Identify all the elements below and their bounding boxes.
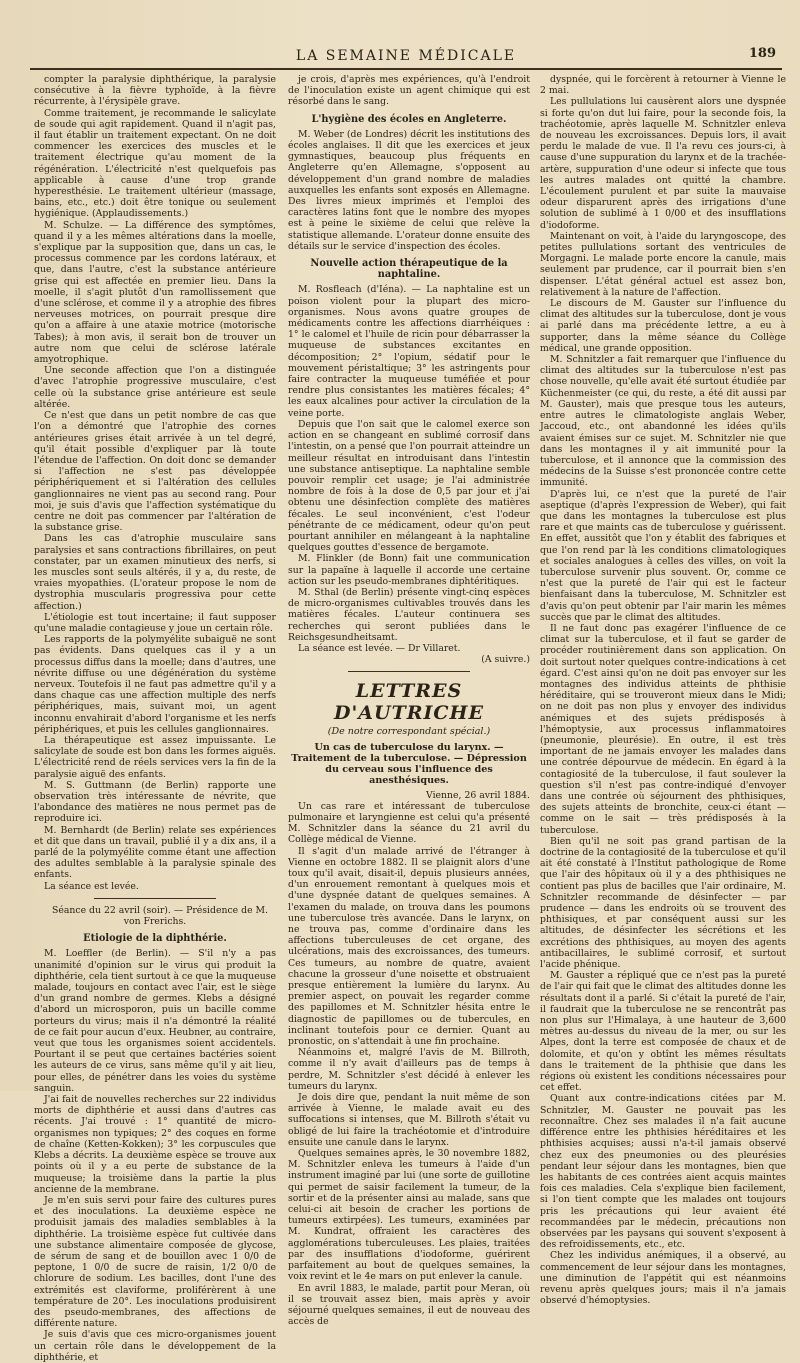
paragraph: M. Sthal (de Berlin) présente vingt-cinq espèces de micro-organismes cultivables trouvés dans les matières fécales. L'auteur continuera ses recherches qui seront publiées dans le Reichsgesundheitsamt. — [288, 586, 530, 643]
paragraph: Ce n'est que dans un petit nombre de cas que l'on a démontré que l'atrophie des cornes antérieures grises était arrivée à un tel degré, qu'il était possible d'expliquer par là toute l'étendue de l'affection. On doit donc se demander si l'affection ne s'est pas développée périphériquement et si l'altération des cellules ganglionnaires ne vient pas au second rang. Pour moi, je suis d'avis que l'affection systématique du centre ne doit pas commencer par l'altération de la substance grise. — [34, 410, 276, 534]
column-1 — [34, 74, 276, 1363]
column-3-paragraphs — [540, 74, 786, 1306]
paragraph: La séance est levée. — [44, 880, 139, 892]
section-heading-hygiene: L'hygiène des écoles en Angleterre. — [311, 113, 507, 125]
column-1-diphtherie-paragraphs — [34, 948, 276, 1363]
paragraph: je crois, d'après mes expériences, qu'à l'endroit de l'inoculation existe un agent chimique qui est résorbé dans le sang. — [288, 74, 530, 108]
divider — [348, 671, 470, 672]
session-heading: Séance du 22 avril (soir). — Présidence de M. von Frerichs. — [51, 904, 269, 928]
paragraph: Comme traitement, je recommande le salicylate de soude qui agit rapidement. Quand il n'agit pas, il faut établir un traitement expectant. On ne doit commencer les exercices des muscles et le traitement électrique qu'au moment de la régénération. L'électricité n'est quelquefois pas applicable à cause d'une trop grande hyperesthésie. Le traitement ultérieur (massage, bains, etc., etc.) doit être tonique ou seulement hygiénique. (Applaudissements.) — [34, 107, 276, 220]
paragraph: Il ne faut donc pas exagérer l'influence de ce climat sur la tuberculose, et il faut se garder de procéder routinièrement dans son application. On doit surtout noter quelques contre-indications à cet égard. C'est ainsi qu'on ne doit pas envoyer sur les montagnes des individus atteints de phthisie héréditaire, qui se trouveront mieux dans le Midi; on ne doit pas non plus y envoyer des individus anémiques et des sujets prédisposés à l'hémoptysie, aux processus inflammatoires (pneumonie, pleurésie). En outre, il est très important de ne jamais envoyer les malades dans une contrée dépourvue de médecin. En égard à la contagiosité de la tuberculose, il faut soulever la question s'il n'est pas contre-indiqué d'envoyer dans une contrée où séjournent des phthisiques, des sujets atteints de bronchite, ceux-ci étant — comme on le sait — très prédisposés à la tuberculose. — [540, 622, 786, 836]
column-2 — [288, 74, 530, 1328]
paragraph: Quelques semaines après, le 30 novembre 1882, M. Schnitzler enleva les tumeurs à l'aide d'un instrument imaginé par lui (une sorte de guillotine qui permet de saisir facilement la tumeur, de la sortir et de la présenter ainsi au malade, sans que celui-ci ait besoin de cracher les portions de tumeurs extirpées). Les tumeurs, examinées par M. Kundrat, offraient les caractères des agglomérations tuberculeuses. Les plaies, traitées par des insufflations d'iodoforme, guérirent parfaitement au bout de quelques semaines, la voix revint et le 4e mars on put enlever la canule. — [288, 1148, 530, 1283]
paragraph: Le discours de M. Gauster sur l'influence du climat des altitudes sur la tuberculose, dont je vous ai parlé dans ma précédente lettre, a eu à supporter, dans la même séance du Collège médical, une grande opposition. — [540, 298, 786, 354]
paragraph: Bien qu'il ne soit pas grand partisan de la doctrine de la contagiosité de la tuberculose et qu'il ait été constaté à l'Institut pathologique de Rome que l'air des hôpitaux où il y a des phthisiques ne contient pas plus de bacilles que l'air ordinaire, M. Schnitzler recommande de désinfecter — par prudence — dans les endroits où se trouvent des phthisiques, et par conséquent aussi sur les altitudes, de désinfecter les sécrétions et les excrétions des phthisiques, au moyen des agents antibacillaires, le sublimé corrosif, et surtout l'acide phénique. — [540, 835, 786, 971]
paragraph: Chez les individus anémiques, il a observé, au commencement de leur séjour dans les montagnes, une diminution de l'appétit qui est néanmoins revenu après quelques jours; mais il n'a jamais observé d'hémoptysies. — [540, 1250, 786, 1307]
a-suivre: (A suivre.) — [481, 654, 530, 666]
lettres-title: LETTRES D'AUTRICHE — [334, 680, 484, 725]
paragraph: Les rapports de la polymyélite subaiguë ne sont pas évidents. Dans quelques cas il y a un processus diffus dans la moelle; dans d'autres, une névrite diffuse ou une dégénération du système nerveux. Toutefois il ne faut pas admettre qu'il y a dans chaque cas une affection multiple des nerfs périphériques, mais, suivant moi, un agent inconnu envahirait d'abord l'organisme et les nerfs périphériques, et puis les cellules ganglionnaires. — [34, 634, 276, 735]
paragraph: M. Schnitzler a fait remarquer que l'influence du climat des altitudes sur la tuberculose n'est pas chose nouvelle, qu'elle avait été surtout étudiée par Küchenmeister (ce qui, du reste, a été dit aussi par M. Gauster), mais que presque tous les auteurs, entre autres le climatologiste anglais Weber, Jaccoud, etc., ont abandonné les idées qu'ils avaient émises sur ce sujet. M. Schnitzler nie que dans les montagnes il y ait immunité pour la tuberculose, et il annonce que la commission des médecins de la Suisse s'est prononcée contre cette immunité. — [540, 354, 786, 489]
lettres-topic: Un cas de tuberculose du larynx. — Traitement de la tuberculose. — Dépression du cerveau sous l'influence des anesthésiques. — [291, 741, 527, 786]
paragraph: Je dois dire que, pendant la nuit même de son arrivée à Vienne, le malade avait eu des suffocations si intenses, que M. Billroth s'était vu obligé de lui faire la trachéotomie et d'introduire ensuite une canule dans le larynx. — [288, 1092, 530, 1148]
paragraph: M. Weber (de Londres) décrit les institutions des écoles anglaises. Il dit que les exercices et jeux gymnastiques, beaucoup plus fréquents en Angleterre qu'en Allemagne, s'opposent au développement d'un grand nombre de maladies auxquelles les enfants sont exposés en Allemagne. Des livres mieux imprimés et l'emploi des caractères latins font que le nombre des myopes est à peine le sixième de celui que relève la statistique allemande. L'orateur donne ensuite des détails sur le service d'inspection des écoles. — [288, 128, 530, 252]
paragraph: M. Schulze. — La différence des symptômes, quand il y a les mêmes altérations dans la moelle, s'explique par la supposition que, dans un cas, le processus commence par les cordons latéraux, et que, dans l'autre, c'est la substance antérieure grise qui est affectée en premier lieu. Dans la moelle, il s'agit plutôt d'un ramollissement que d'une sclérose, et comme il y a atrophie des fibres nerveuses motrices, on pourrait presque dire qu'on a affaire à une ataxie motrice (motorische Tabes); à mon avis, il serait bon de trouver un autre nom que celui de sclérose latérale amyotrophique. — [34, 219, 276, 366]
paragraph: Néanmoins et, malgré l'avis de M. Billroth, comme il n'y avait d'ailleurs pas de temps à perdre, M. Schnitzler s'est décidé à enlever les tumeurs du larynx. — [288, 1047, 530, 1092]
divider — [94, 898, 216, 899]
lettres-subtitle: (De notre correspondant spécial.) — [327, 726, 491, 738]
column-1-paragraphs — [34, 74, 276, 892]
paragraph: M. Loeffler (de Berlin). — S'il n'y a pas unanimité d'opinion sur le virus qui produit la diphthérie, cela tient surtout à ce que la muqueuse malade, toujours en contact avec l'air, est le siège d'un grand nombre de germes. Klebs a désigné d'abord un microsporon, puis un bacille comme porteurs du virus; mais il n'a démontré la réalité de ce fait pour aucun d'eux. Heubner, au contraire, veut que tous les organismes soient accidentels. Pourtant il se peut que certaines bactéries soient les auteurs de ce virus, sans même qu'il y ait lieu, pour elles, de pénétrer dans les voies du système sanguin. — [34, 948, 276, 1094]
paragraph: La séance est levée. — Dr Villaret. — [298, 642, 461, 654]
paragraph: M. S. Guttmann (de Berlin) rapporte une observation très intéressante de névrite, que l'abondance des matières ne nous permet pas de reproduire ici. — [34, 779, 276, 825]
paragraph: Depuis que l'on sait que le calomel exerce son action en se changeant en sublimé corrosif dans l'intestin, on a pensé que l'on pourrait atteindre un meilleur résultat en introduisant dans l'intestin une substance antiseptique. La naphtaline semble pouvoir remplir cet usage; je l'ai administrée nombre de fois à la dose de 0,5 par jour et j'ai obtenu une désinfection complète des matières fécales. Le seul inconvénient, c'est l'odeur pénétrante de ce médicament, odeur qu'on peut pourtant annihiler en mélangeant à la naphtaline quelques gouttes d'essence de bergamote. — [288, 418, 530, 554]
paragraph: compter la paralysie diphthérique, la paralysie consécutive à la fièvre typhoïde, à la fièvre récurrente, à l'érysipèle grave. — [34, 74, 276, 108]
paragraph: Il s'agit d'un malade arrivé de l'étranger à Vienne en octobre 1882. Il se plaignit alors d'une toux qu'il avait, disait-il, depuis plusieurs années, d'un enrouement remontant à quelques mois et d'une dyspnée datant de quelques semaines. A l'examen du malade, on trouva dans les poumons une tuberculose très avancée. Dans le larynx, on ne trouva pas, comme d'ordinaire dans les affections tuberculeuses de cet organe, des ulcérations, mais des excroissances, des tumeurs. Ces tumeurs, au nombre de quatre, avaient chacune la grosseur d'une noisette et obstruaient presque entièrement la lumière du larynx. Au premier aspect, on pouvait les regarder comme des papillomes et M. Schnitzler hésita entre le diagnostic de papillomes ou de tubercules, en inclinant toutefois pour ce dernier. Quant au pronostic, on s'attendait à une fin prochaine. — [288, 845, 530, 1048]
paragraph: J'ai fait de nouvelles recherches sur 22 individus morts de diphthérie et aussi dans d'autres cas récents. J'ai trouvé : 1° quantité de micro-organismes non typiques; 2° des coques en forme de chaîne (Ketten-Kokken); 3° les corpuscules que Klebs a décrits. La deuxième espèce se trouve aux points où il y a eu perte de substance de la muqueuse; la troisième dans la partie la plus ancienne de la membrane. — [34, 1094, 276, 1195]
paragraph: Une seconde affection que l'on a distinguée d'avec l'atrophie progressive musculaire, c'est celle où la substance grise antérieure est seule altérée. — [34, 365, 276, 410]
paragraph: M. Bernhardt (de Berlin) relate ses expériences et dit que dans un travail, publié il y a dix ans, il a parlé de la polymyélite comme étant une affection des adultes semblable à la paralysie spinale des enfants. — [34, 824, 276, 881]
section-heading-naphtaline: Nouvelle action thérapeutique de la naphtaline. — [310, 258, 508, 281]
paragraph: L'étiologie est tout incertaine; il faut supposer qu'une maladie contagieuse y joue un certain rôle. — [34, 611, 276, 634]
paragraph: Dans les cas d'atrophie musculaire sans paralysies et sans contractions fibrillaires, on peut constater, par un examen minutieux des nerfs, si les muscles sont seuls altérés, il y a, du reste, de vraies myopathies. (L'orateur propose le nom de dystrophia muscularis progressiva pour cette affection.) — [34, 533, 276, 612]
paragraph: dyspnée, qui le forcèrent à retourner à Vienne le 2 mai. — [540, 74, 786, 97]
paragraph: Je m'en suis servi pour faire des cultures pures et des inoculations. La deuxième espèce ne produisit jamais des maladies semblables à la diphthérie. La troisième espèce fut cultivée dans une substance alimentaire composée de glycose, de sérum de sang et de bouillon avec 1 0/0 de peptone, 1 0/0 de sucre de raisin, 1/2 0/0 de chlorure de sodium. Les bacilles, dont l'une des extrémités est claviforme, proliférèrent à une température de 20°. Les inoculations produisirent des pseudo-membranes, des affections de différente nature. — [34, 1194, 276, 1330]
column-2-lettres-paragraphs — [288, 801, 530, 1328]
paragraph: En avril 1883, le malade, partit pour Meran, où il se trouvait assez bien, mais après y avoir séjourné quelques semaines, il eut de nouveau des accès de — [288, 1282, 530, 1328]
paragraph: Les pullulations lui causèrent alors une dyspnée si forte qu'on dut lui faire, pour la seconde fois, la trachéotomie, après laquelle M. Schnitzler enleva de nouveau les excroissances. Depuis lors, il avait perdu le malade de vue. Il l'a revu ces jours-ci, à cause d'une suppuration du larynx et de la trachée-artère, suppuration d'une odeur si infecte que tous les autres malades ont quitté la chambre. L'écoulement purulent et par suite la mauvaise odeur disparurent après des irrigations d'une solution de sublimé à 1 0/00 et des insufflations d'iodoforme. — [540, 96, 786, 231]
paragraph: M. Flinkler (de Bonn) fait une communication sur la papaïne à laquelle il accorde une certaine action sur les pseudo-membranes diphtéritiques. — [288, 553, 530, 587]
paragraph: Quant aux contre-indications citées par M. Schnitzler, M. Gauster ne pouvait pas les reconnaître. Chez ses malades il n'a fait aucune différence entre les phthisies héréditaires et les phthisies acquises; aussi n'a-t-il jamais observé chez eux des pneumonies ou des pleurésies pendant leur séjour dans les montagnes, bien que les habitants de ces contrées aient acquis maintes fois ces maladies. Cela s'explique bien facilement, si l'on tient compte que les malades ont toujours pris les précautions qui leur avaient été recommandées par le médecin, précautions non observées par les paysans qui souvent s'exposent à des refroidissements, etc., etc. — [540, 1093, 786, 1251]
journal-title: LA SEMAINE MÉDICALE — [295, 48, 517, 64]
column-2-hygiene-paragraphs — [288, 129, 530, 252]
column-2-naphtaline-paragraphs — [288, 284, 530, 654]
column-3 — [540, 74, 786, 1307]
lettres-dateline: Vienne, 26 avril 1884. — [426, 789, 530, 801]
paragraph: Je suis d'avis que ces micro-organismes jouent un certain rôle dans le développement de la diphthérie, et — [34, 1329, 276, 1363]
paragraph: M. Gauster a répliqué que ce n'est pas la pureté de l'air qui fait que le climat des altitudes donne les résultats dont il a parlé. Si c'était la pureté de l'air, il faudrait que la tuberculose ne se rencontrât pas non plus sur l'Himalaya, à une hauteur de 3,600 mètres au-dessus du niveau de la mer, ou sur les Alpes, dont la terre est composée de chaux et de dolomite, et qu'on y obtînt les mêmes résultats dans le traitement de la phthisie que dans les régions où existent les conditions nécessaires pour cet effet. — [540, 970, 786, 1094]
page-header — [30, 46, 782, 70]
section-heading-diphtherie: Etiologie de la diphthérie. — [83, 933, 227, 945]
page-number: 189 — [748, 46, 776, 61]
paragraph: La thérapeutique est assez impuissante. Le salicylate de soude est bon dans les formes aiguës. L'électricité rend de réels services vers la fin de la paralysie aiguë des enfants. — [34, 734, 276, 780]
column-2-intro — [288, 74, 530, 108]
paragraph: M. Rosfleach (d'Iéna). — La naphtaline est un poison violent pour la plupart des micro-organismes. Nous avons quatre groupes de médicaments contre les affections diarrhéiques : 1° le calomel et l'huile de ricin pour débarrasser la muqueuse de substances excitantes en décomposition; 2° l'opium, sédatif pour le mouvement péristaltique; 3° les astringents pour faire contracter la muqueuse tuméfiée et pour rendre plus consistantes les matières fécales; 4° les eaux alcalines pour activer la circulation de la veine porte. — [288, 284, 530, 419]
paragraph: D'après lui, ce n'est que la pureté de l'air aseptique (d'après l'expression de Weber), qui fait que dans les montagnes la tuberculose est plus rare et que maints cas de tuberculose y guérissent. En effet, aussitôt que l'on y établit des fabriques et que l'on rend par là les conditions climatologiques et sociales analogues à celles des villes, on voit la tuberculose survenir plus souvent. Or, comme ce n'est que la pureté de l'air qui est le facteur bienfaisant dans la tuberculose, M. Schnitzler est d'avis qu'on peut obtenir par l'air marin les mêmes succès que par le climat des altitudes. — [540, 488, 786, 623]
paragraph: Un cas rare et intéressant de tuberculose pulmonaire et laryngienne est celui qu'a présenté M. Schnitzler dans la séance du 21 avril du Collège médical de Vienne. — [288, 800, 530, 846]
paragraph: Maintenant on voit, à l'aide du laryngoscope, des petites pullulations sortant des ventricules de Morgagni. Le malade porte encore la canule, mais seulement par prudence, car il pourrait bien s'en dispenser. L'état général actuel est assez bon, relativement à la nature de l'affection. — [540, 230, 786, 298]
